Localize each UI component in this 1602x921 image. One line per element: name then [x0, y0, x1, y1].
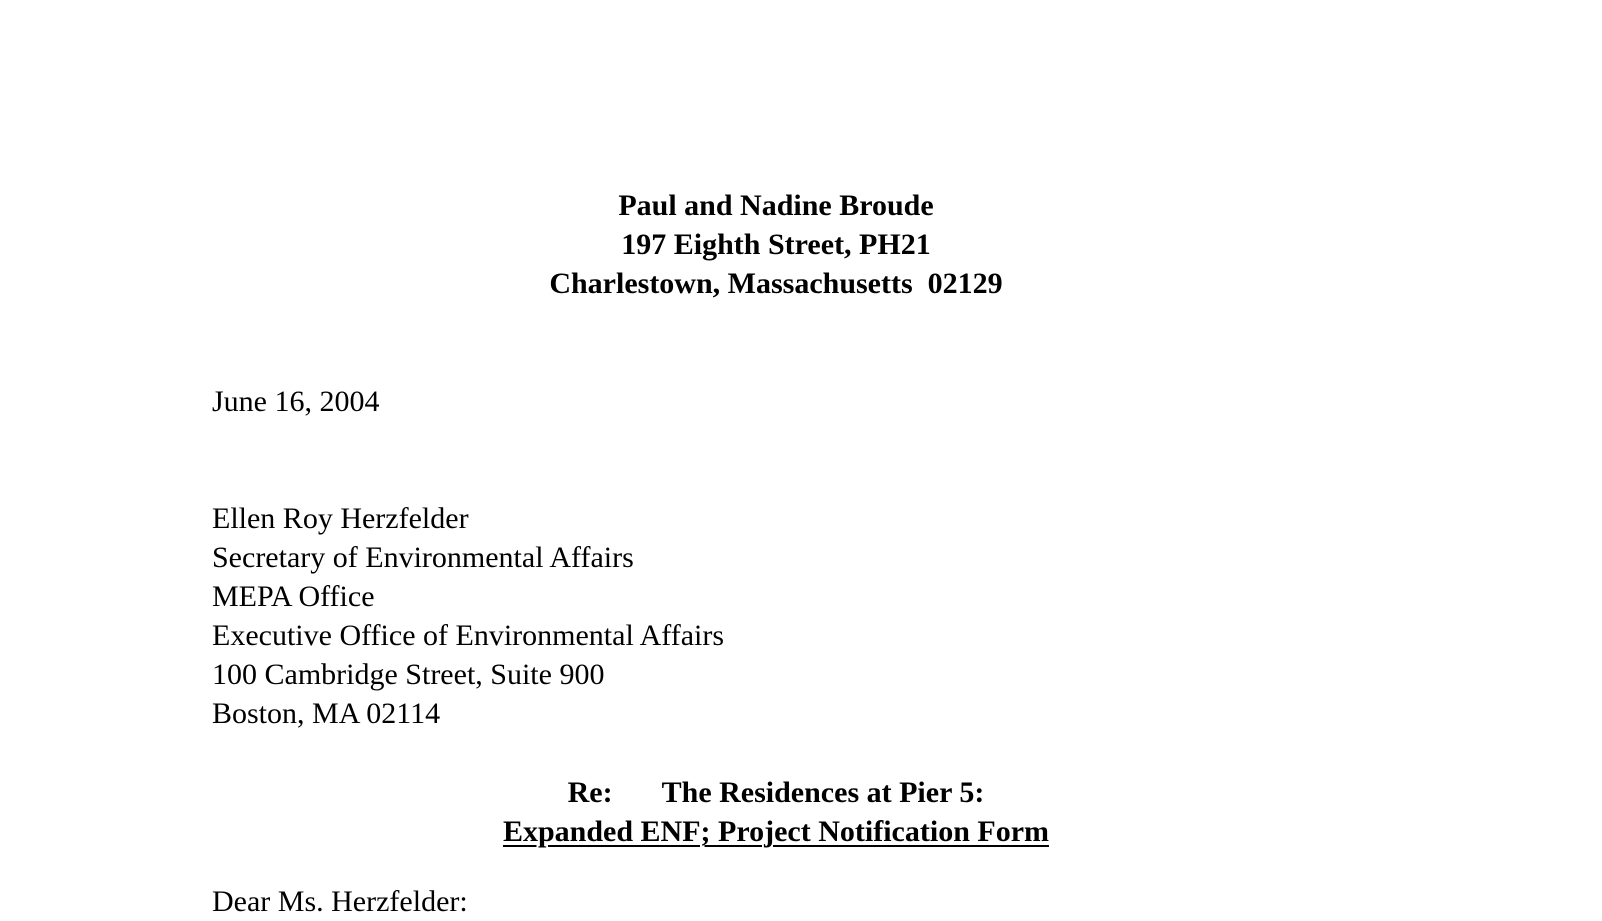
salutation: Dear Ms. Herzfelder:: [212, 885, 468, 918]
recipient-street: 100 Cambridge Street, Suite 900: [212, 658, 605, 691]
sender-city: Charlestown, Massachusetts 02129: [549, 267, 1003, 300]
subject-title: The Residences at Pier 5:: [661, 776, 985, 809]
letter-date: June 16, 2004: [212, 385, 380, 418]
subject-subtitle: Expanded ENF; Project Notification Form: [502, 815, 1050, 848]
recipient-title: Secretary of Environmental Affairs: [212, 541, 634, 574]
subject-line-2: [0, 812, 1552, 851]
recipient-agency: Executive Office of Environmental Affairs: [212, 619, 725, 652]
recipient-office: MEPA Office: [212, 580, 375, 613]
subject-line-1: [0, 773, 1552, 812]
sender-name: Paul and Nadine Broude: [618, 189, 934, 222]
subject-block: [0, 773, 1552, 851]
letterhead: [0, 186, 1552, 303]
recipient-address: [212, 499, 724, 733]
recipient-name: Ellen Roy Herzfelder: [212, 502, 469, 535]
subject-label: Re:: [567, 776, 613, 809]
recipient-city: Boston, MA 02114: [212, 697, 441, 730]
sender-street: 197 Eighth Street, PH21: [621, 228, 931, 261]
